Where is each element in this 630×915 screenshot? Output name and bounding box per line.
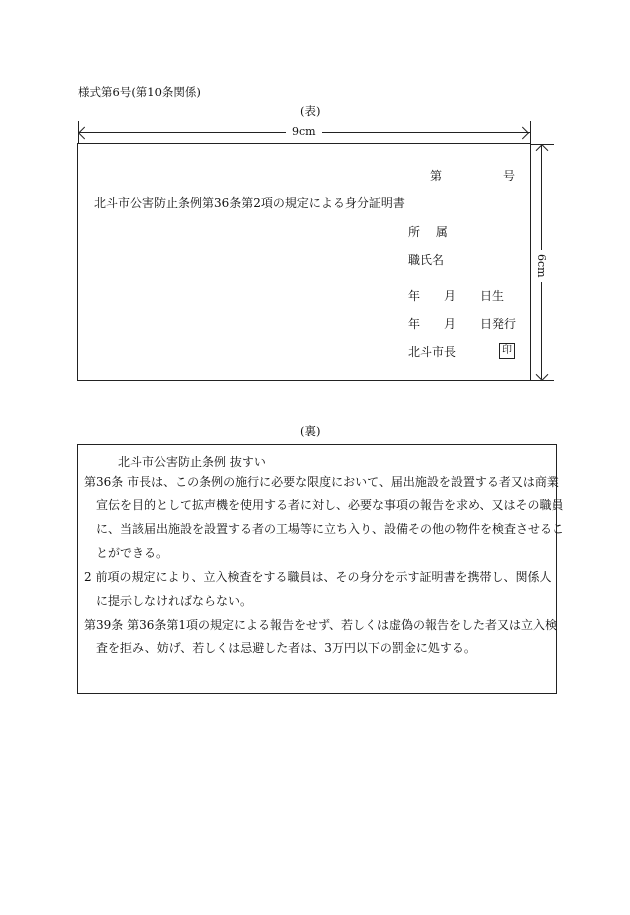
seal-text: 印 (502, 345, 512, 356)
issue-year-label: 年 (408, 317, 421, 331)
birth-day-label: 日生 (480, 289, 505, 303)
certificate-number-prefix: 第 (430, 169, 443, 183)
dimension-tick-right (530, 121, 531, 143)
excerpt-line: 査を拒み、妨げ、若しくは忌避した者は、3万円以下の罰金に処する。 (96, 641, 476, 655)
name-label: 職氏名 (408, 253, 445, 267)
official-seal-mark (499, 343, 515, 359)
excerpt-heading: 北斗市公害防止条例 抜すい (118, 455, 266, 469)
excerpt-line: とができる。 (96, 546, 169, 560)
certificate-title: 北斗市公害防止条例第36条第2項の規定による身分証明書 (94, 196, 405, 210)
issuer-label: 北斗市長 (408, 345, 457, 359)
birth-month-label: 月 (444, 289, 457, 303)
back-side-title: (裏) (300, 424, 321, 438)
birth-year-label: 年 (408, 289, 421, 303)
certificate-front-card (77, 143, 531, 381)
width-dimension-label: 9cm (286, 125, 322, 138)
excerpt-line: 2 前項の規定により、立入検査をする職員は、その身分を示す証明書を携帯し、関係人 (84, 570, 552, 584)
front-side-title: (表) (300, 104, 321, 118)
excerpt-line: に提示しなければならない。 (96, 594, 253, 608)
issue-day-label: 日発行 (480, 317, 517, 331)
certificate-number-suffix: 号 (503, 169, 516, 183)
height-dimension-label: 6cm (534, 250, 548, 282)
excerpt-line: に、当該届出施設を設置する者の工場等に立ち入り、設備その他の物件を検査させるこ (96, 522, 565, 536)
excerpt-line: 第39条 第36条第1項の規定による報告をせず、若しくは虚偽の報告をした者又は立入検 (84, 618, 558, 632)
affiliation-label: 所 属 (408, 225, 454, 239)
form-number-label: 様式第6号(第10条関係) (78, 85, 201, 99)
issue-month-label: 月 (444, 317, 457, 331)
excerpt-line: 第36条 市長は、この条例の施行に必要な限度において、届出施設を設置する者又は商業 (84, 475, 559, 489)
excerpt-line: 宣伝を目的として拡声機を使用する者に対し、必要な事項の報告を求め、又はその職員 (96, 498, 564, 512)
